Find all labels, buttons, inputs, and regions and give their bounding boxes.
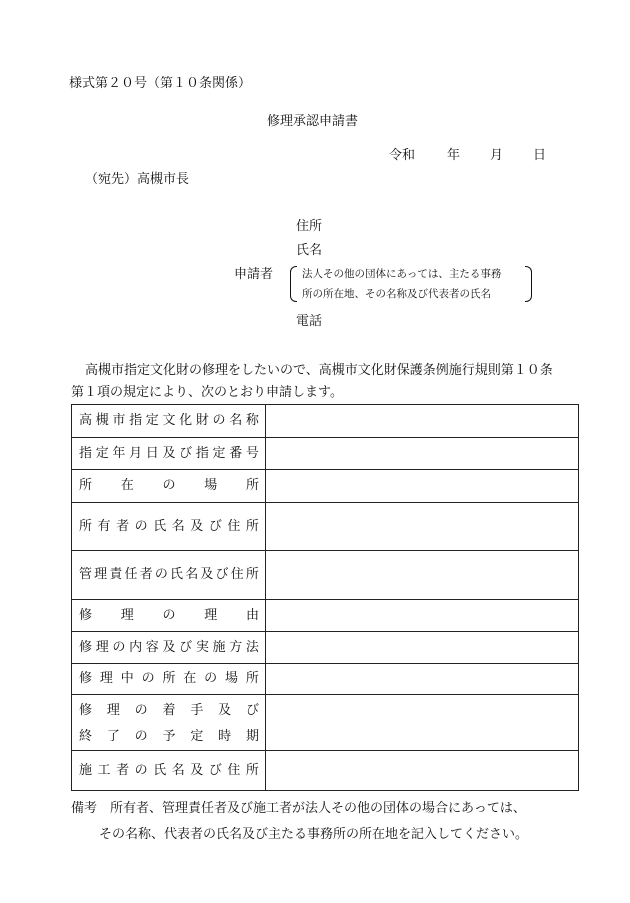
- table-row: [72, 470, 579, 503]
- field-label-text: 修 理 の 理 由: [79, 607, 259, 623]
- left-bracket: [290, 266, 297, 302]
- intro-paragraph: 高槻市指定文化財の修理をしたいので、高槻市文化財保護条例施行規則第１０条第１項の規定により、次のとおり申請します。: [71, 363, 553, 400]
- field-value-cell[interactable]: [266, 695, 579, 751]
- date-year: 年: [447, 148, 461, 163]
- table-row: [72, 600, 579, 632]
- table-row: [72, 664, 579, 695]
- application-table: [71, 404, 579, 791]
- right-bracket: [525, 266, 532, 302]
- table-row: [72, 503, 579, 551]
- remarks-line1: 備考 所有者、管理責任者及び施工者が法人その他の団体の場合にあっては、: [71, 801, 526, 816]
- document-title: 修理承認申請書: [267, 114, 359, 129]
- corporate-note-line1: 法人その他の団体にあっては、主たる事務: [302, 268, 502, 280]
- table-row: [72, 405, 579, 438]
- field-label-text: 施 工 者 の 氏 名 及 び 住 所: [79, 762, 259, 778]
- date-line: [389, 148, 549, 164]
- applicant-phone-label: 電話: [296, 314, 323, 329]
- field-label: [72, 551, 266, 600]
- applicant-label: 申請者: [234, 267, 274, 282]
- addressee: （宛先）高槻市長: [85, 172, 190, 187]
- date-day: 日: [533, 148, 547, 163]
- field-label-text: 高 槻 市 指 定 文 化 財 の 名 称: [79, 413, 259, 428]
- field-label: [72, 632, 266, 664]
- field-value-cell[interactable]: [266, 551, 579, 600]
- field-label-text: 所 有 者 の 氏 名 及 び 住 所: [79, 518, 259, 534]
- field-label: [72, 600, 266, 632]
- field-label: [72, 438, 266, 470]
- corporate-note: [290, 264, 532, 304]
- field-value-cell[interactable]: [266, 664, 579, 695]
- table-row: [72, 438, 579, 470]
- date-month: 月: [490, 148, 504, 163]
- table-row: [72, 551, 579, 600]
- field-value-cell[interactable]: [266, 503, 579, 551]
- applicant-address-label: 住所: [296, 219, 323, 234]
- field-value-cell[interactable]: [266, 632, 579, 664]
- field-value-cell[interactable]: [266, 405, 579, 438]
- field-label: [72, 695, 266, 751]
- field-label: [72, 503, 266, 551]
- table-row: [72, 632, 579, 664]
- field-label-text: 所 在 の 場 所: [79, 478, 259, 493]
- field-value-cell[interactable]: [266, 600, 579, 632]
- field-label-text: 修 理 中 の 所 在 の 場 所: [79, 671, 259, 686]
- table-row: [72, 751, 579, 791]
- field-label: [72, 405, 266, 438]
- table-row: [72, 695, 579, 751]
- field-label-line1: 修 理 の 着 手 及 び: [79, 702, 259, 718]
- field-label: [72, 751, 266, 791]
- corporate-note-line2: 所の所在地、その名称及び代表者の氏名: [302, 288, 491, 300]
- field-value-cell[interactable]: [266, 470, 579, 503]
- remarks-line2: その名称、代表者の氏名及び主たる事務所の所在地を記入してください。: [99, 827, 529, 842]
- date-era: 令和: [389, 148, 416, 163]
- form-number: 様式第２０号（第１０条関係）: [69, 76, 252, 91]
- field-label-text: 修 理 の 内 容 及 び 実 施 方 法: [79, 639, 259, 655]
- field-label: [72, 470, 266, 503]
- field-label-line2: 終 了 の 予 定 時 期: [79, 728, 259, 744]
- field-label-text: 管 理 責 任 者 の 氏 名 及 び 住 所: [79, 567, 259, 582]
- field-label-text: [79, 696, 259, 750]
- applicant-name-label: 氏名: [296, 243, 323, 258]
- field-value-cell[interactable]: [266, 751, 579, 791]
- field-label-text: 指 定 年 月 日 及 び 指 定 番 号: [79, 445, 259, 461]
- field-label: [72, 664, 266, 695]
- field-value-cell[interactable]: [266, 438, 579, 470]
- remarks: [71, 796, 571, 848]
